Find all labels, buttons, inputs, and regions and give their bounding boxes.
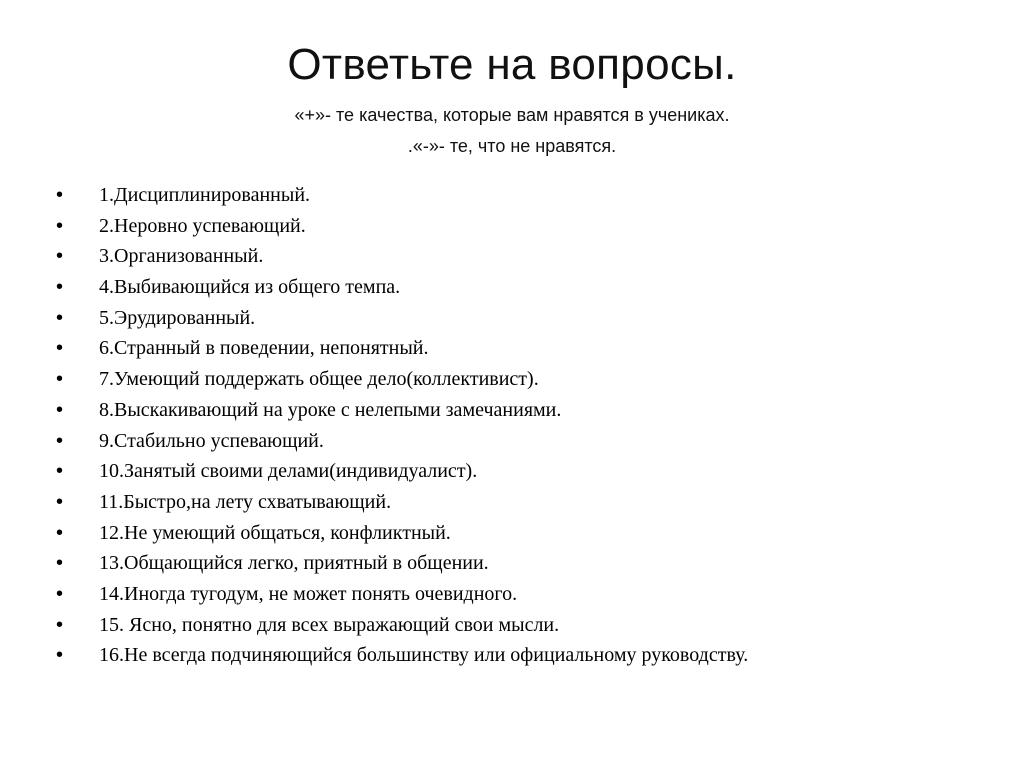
list-item <box>56 303 748 334</box>
bullet-icon: • <box>56 184 64 206</box>
bullet-icon: • <box>56 552 64 575</box>
bullet-icon: • <box>56 368 64 391</box>
list-item <box>56 272 748 303</box>
list-item-text: 10.Занятый своими делами(индивидуалист). <box>99 460 478 483</box>
subtitle-line-plus: «+»- те качества, которые вам нравятся в учениках. <box>294 105 730 125</box>
list-item-text: 3.Организованный. <box>99 245 264 268</box>
bullet-icon: • <box>56 521 64 544</box>
list-item-text: 5.Эрудированный. <box>99 306 256 329</box>
bullet-icon: • <box>56 214 64 237</box>
list-item <box>56 364 748 395</box>
list-item <box>56 241 748 272</box>
slide-title: Ответьте на вопросы. <box>287 40 737 89</box>
list-item-text: 12.Не умеющий общаться, конфликтный. <box>99 521 451 544</box>
bullet-icon: • <box>56 429 64 452</box>
bullet-icon: • <box>56 582 64 605</box>
list-item-text: 7.Умеющий поддержать общее дело(коллективист). <box>99 368 539 391</box>
subtitle-line-minus: .«-»- те, что не нравятся. <box>407 136 617 156</box>
bullet-icon: • <box>56 306 64 329</box>
bullet-icon: • <box>56 245 64 268</box>
list-item <box>56 395 748 426</box>
bullet-icon: • <box>56 490 64 513</box>
list-item-text: 6.Странный в поведении, непонятный. <box>99 337 429 360</box>
list-item <box>56 518 748 549</box>
list-item-text: 13.Общающийся легко, приятный в общении. <box>99 552 489 575</box>
list-item <box>56 211 748 242</box>
list-item <box>56 333 748 364</box>
list-item <box>56 180 748 211</box>
list-item-text: 2.Неровно успевающий. <box>99 214 306 237</box>
list-item <box>56 548 748 579</box>
list-item-text: 11.Быстро,на лету схватывающий. <box>99 490 392 513</box>
list-item-text: 14.Иногда тугодум, не может понять очевидного. <box>99 582 518 605</box>
list-item <box>56 426 748 457</box>
list-item <box>56 640 748 671</box>
list-item-text: 16.Не всегда подчиняющийся большинству или официальному руководству. <box>99 644 749 667</box>
bullet-icon: • <box>56 613 64 636</box>
bullet-icon: • <box>56 460 64 483</box>
bullet-icon: • <box>56 276 64 299</box>
bullet-icon: • <box>56 644 64 667</box>
list-item-text: 4.Выбивающийся из общего темпа. <box>99 276 401 299</box>
list-item <box>56 610 748 641</box>
bullet-icon: • <box>56 398 64 421</box>
list-item-text: 1.Дисциплинированный. <box>99 184 311 206</box>
bullet-icon: • <box>56 337 64 360</box>
list-item-text: 8.Выскакивающий на уроке с нелепыми замечаниями. <box>99 398 562 421</box>
list-item-text: 9.Стабильно успевающий. <box>99 429 324 452</box>
list-item <box>56 487 748 518</box>
list-item <box>56 579 748 610</box>
list-item-text: 15. Ясно, понятно для всех выражающий свои мысли. <box>99 613 560 636</box>
qualities-list <box>56 180 748 671</box>
list-item <box>56 456 748 487</box>
